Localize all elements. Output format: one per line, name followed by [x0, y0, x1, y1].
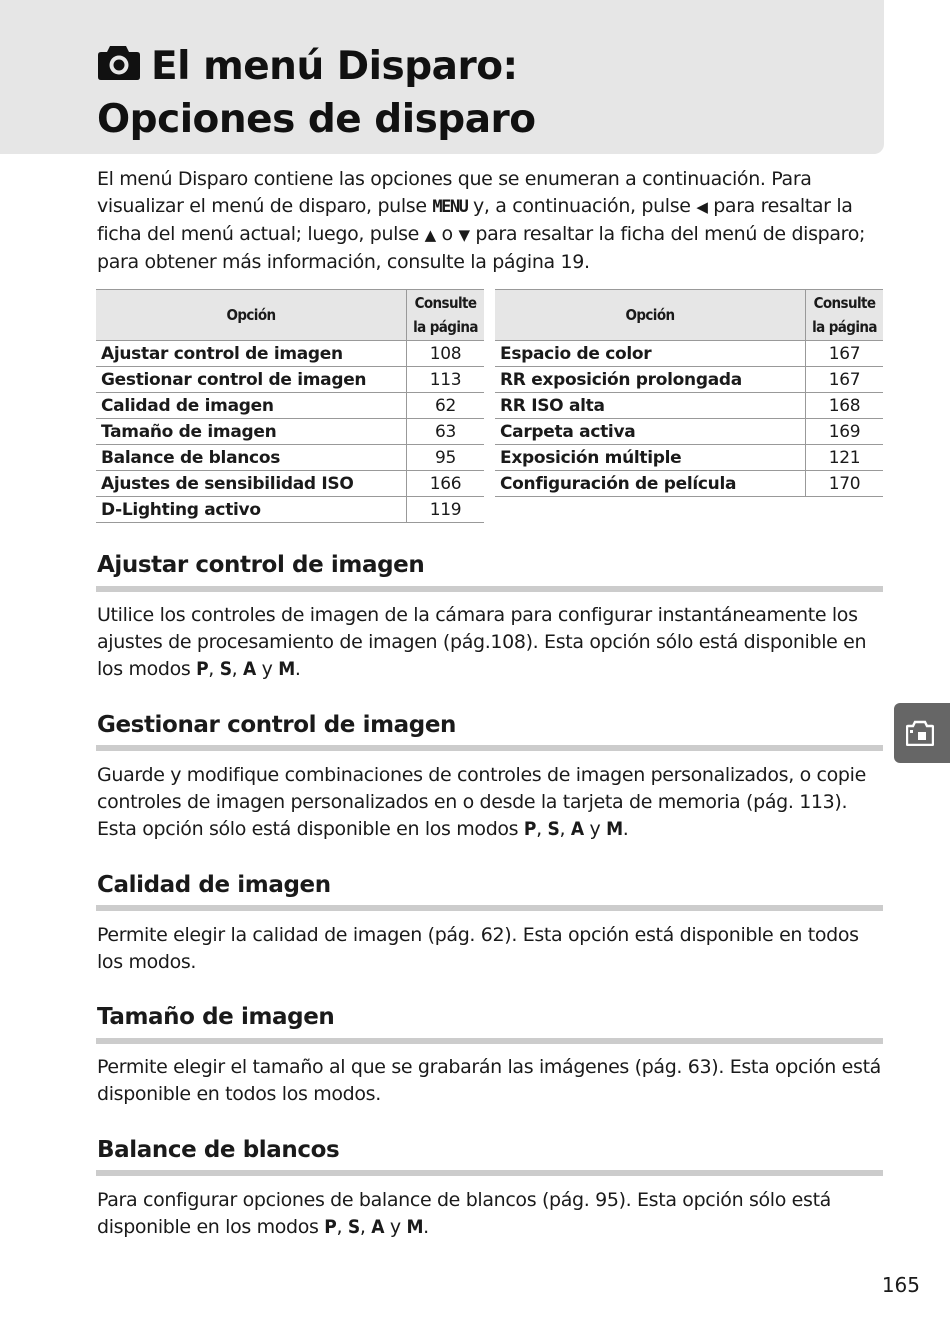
shooting-menu-icon	[906, 720, 934, 746]
table-row	[495, 341, 883, 367]
body-line: Permite elegir la calidad de imagen (pág. 62). Esta opción está disponible en todos	[97, 924, 859, 946]
table-row	[96, 341, 484, 367]
page-cell: 167	[806, 341, 884, 367]
table-row	[96, 471, 484, 497]
intro-line: El menú Disparo contiene las opciones que se enumeran a continuación. Para	[97, 168, 812, 190]
column-header-option: Opción	[495, 290, 806, 341]
column-header-page	[806, 290, 884, 341]
table-row	[96, 393, 484, 419]
page-title-line-1	[97, 40, 536, 93]
section-body-ajustar	[97, 602, 887, 683]
section-body-gestionar	[97, 762, 887, 843]
camera-icon	[97, 42, 141, 82]
body-line: los modos P, S, A y M.	[97, 658, 301, 680]
body-line: controles de imagen personalizados en o desde la tarjeta de memoria (pág. 113).	[97, 791, 848, 813]
page-cell: 121	[806, 445, 884, 471]
page-title-line-2: Opciones de disparo	[97, 97, 536, 142]
page-cell: 95	[407, 445, 485, 471]
mode-s: S	[219, 658, 232, 680]
mode-s: S	[547, 818, 560, 840]
down-arrow-icon: ▼	[458, 226, 470, 244]
body-text: los modos	[97, 658, 197, 680]
mode-a: A	[570, 818, 584, 840]
mode-p: P	[324, 1216, 337, 1238]
body-text: y	[389, 1216, 401, 1238]
page-cell: 168	[806, 393, 884, 419]
option-cell: Balance de blancos	[96, 445, 407, 471]
page-cell: 113	[407, 367, 485, 393]
options-table-left	[96, 289, 484, 523]
section-divider	[96, 1170, 883, 1176]
page-cell: 166	[407, 471, 485, 497]
section-body-tamano	[97, 1054, 887, 1108]
intro-text: visualizar el menú de disparo, pulse	[97, 195, 433, 217]
body-line: ajustes de procesamiento de imagen (pág.108). Esta opción sólo está disponible en	[97, 631, 867, 653]
intro-line: para obtener más información, consulte la página 19.	[97, 251, 590, 273]
column-header-page-line-1: Consulte	[813, 294, 876, 312]
mode-m: M	[278, 658, 295, 680]
body-text: Esta opción sólo está disponible en los modos	[97, 818, 524, 840]
section-divider	[96, 905, 883, 911]
table-row	[495, 367, 883, 393]
mode-s: S	[347, 1216, 360, 1238]
option-cell: RR exposición prolongada	[495, 367, 806, 393]
body-line: Esta opción sólo está disponible en los modos P, S, A y M.	[97, 818, 629, 840]
table-row	[96, 497, 484, 523]
option-cell: Espacio de color	[495, 341, 806, 367]
page-cell: 170	[806, 471, 884, 497]
section-divider	[96, 1038, 883, 1044]
option-cell: Ajustar control de imagen	[96, 341, 407, 367]
body-text: y	[261, 658, 273, 680]
page-cell: 63	[407, 419, 485, 445]
page-cell: 62	[407, 393, 485, 419]
up-arrow-icon: ▲	[424, 226, 436, 244]
table-header-row	[96, 290, 484, 341]
table-row	[495, 445, 883, 471]
options-table-right	[495, 289, 883, 497]
mode-p: P	[196, 658, 209, 680]
option-cell: Carpeta activa	[495, 419, 806, 445]
page-cell: 169	[806, 419, 884, 445]
page-title-text-1: El menú Disparo:	[151, 44, 518, 89]
table-row	[495, 419, 883, 445]
left-arrow-icon: ◀	[696, 198, 708, 216]
table-row	[495, 393, 883, 419]
option-cell: Exposición múltiple	[495, 445, 806, 471]
option-cell: RR ISO alta	[495, 393, 806, 419]
table-row	[96, 367, 484, 393]
body-line: Para configurar opciones de balance de blancos (pág. 95). Esta opción sólo está	[97, 1189, 831, 1211]
column-header-option: Opción	[96, 290, 407, 341]
intro-text: para resaltar la	[707, 195, 853, 217]
option-cell: Ajustes de sensibilidad ISO	[96, 471, 407, 497]
column-header-page	[407, 290, 485, 341]
column-header-page-line-2: la página	[812, 318, 877, 336]
section-divider	[96, 586, 883, 592]
mode-a: A	[371, 1216, 385, 1238]
table-row	[96, 419, 484, 445]
body-text: y	[589, 818, 601, 840]
section-title-balance: Balance de blancos	[97, 1137, 340, 1163]
side-tab-shooting-menu	[894, 703, 950, 763]
body-line: disponible en los modos P, S, A y M.	[97, 1216, 429, 1238]
page-cell: 119	[407, 497, 485, 523]
intro-line	[97, 193, 887, 221]
menu-button-label: MENU	[432, 197, 468, 217]
option-cell: Tamaño de imagen	[96, 419, 407, 445]
mode-p: P	[523, 818, 537, 840]
mode-a: A	[243, 658, 256, 680]
body-line: disponible en todos los modos.	[97, 1083, 381, 1105]
mode-m: M	[406, 1216, 424, 1238]
intro-paragraph	[97, 166, 887, 276]
table-header-row	[495, 290, 883, 341]
body-line: Permite elegir el tamaño al que se grabarán las imágenes (pág. 63). Esta opción está	[97, 1056, 881, 1078]
intro-text: o	[435, 223, 459, 245]
page-cell: 108	[407, 341, 485, 367]
intro-text: para resaltar la ficha del menú de disparo;	[469, 223, 866, 245]
table-row	[96, 445, 484, 471]
column-header-page-line-1: Consulte	[414, 294, 477, 312]
section-title-ajustar: Ajustar control de imagen	[97, 552, 425, 578]
mode-m: M	[606, 818, 623, 840]
column-header-page-line-2: la página	[413, 318, 478, 336]
intro-text: ficha del menú actual; luego, pulse	[97, 223, 425, 245]
section-title-gestionar: Gestionar control de imagen	[97, 712, 457, 738]
section-body-calidad	[97, 922, 887, 976]
option-cell: Calidad de imagen	[96, 393, 407, 419]
body-line: Guarde y modifique combinaciones de controles de imagen personalizados, o copie	[97, 764, 866, 786]
option-cell: Configuración de película	[495, 471, 806, 497]
section-title-tamano: Tamaño de imagen	[97, 1004, 335, 1030]
body-text: disponible en los modos	[97, 1216, 325, 1238]
section-divider	[96, 745, 883, 751]
section-title-calidad: Calidad de imagen	[97, 872, 331, 898]
option-cell: Gestionar control de imagen	[96, 367, 407, 393]
body-line: los modos.	[97, 951, 197, 973]
page-number: 165	[881, 1273, 920, 1297]
page-cell: 167	[806, 367, 884, 393]
section-body-balance	[97, 1187, 887, 1241]
page-title	[97, 40, 536, 146]
intro-line	[97, 221, 887, 249]
body-line: Utilice los controles de imagen de la cámara para configurar instantáneamente los	[97, 604, 858, 626]
option-cell: D-Lighting activo	[96, 497, 407, 523]
table-row	[495, 471, 883, 497]
intro-text: y, a continuación, pulse	[467, 195, 697, 217]
